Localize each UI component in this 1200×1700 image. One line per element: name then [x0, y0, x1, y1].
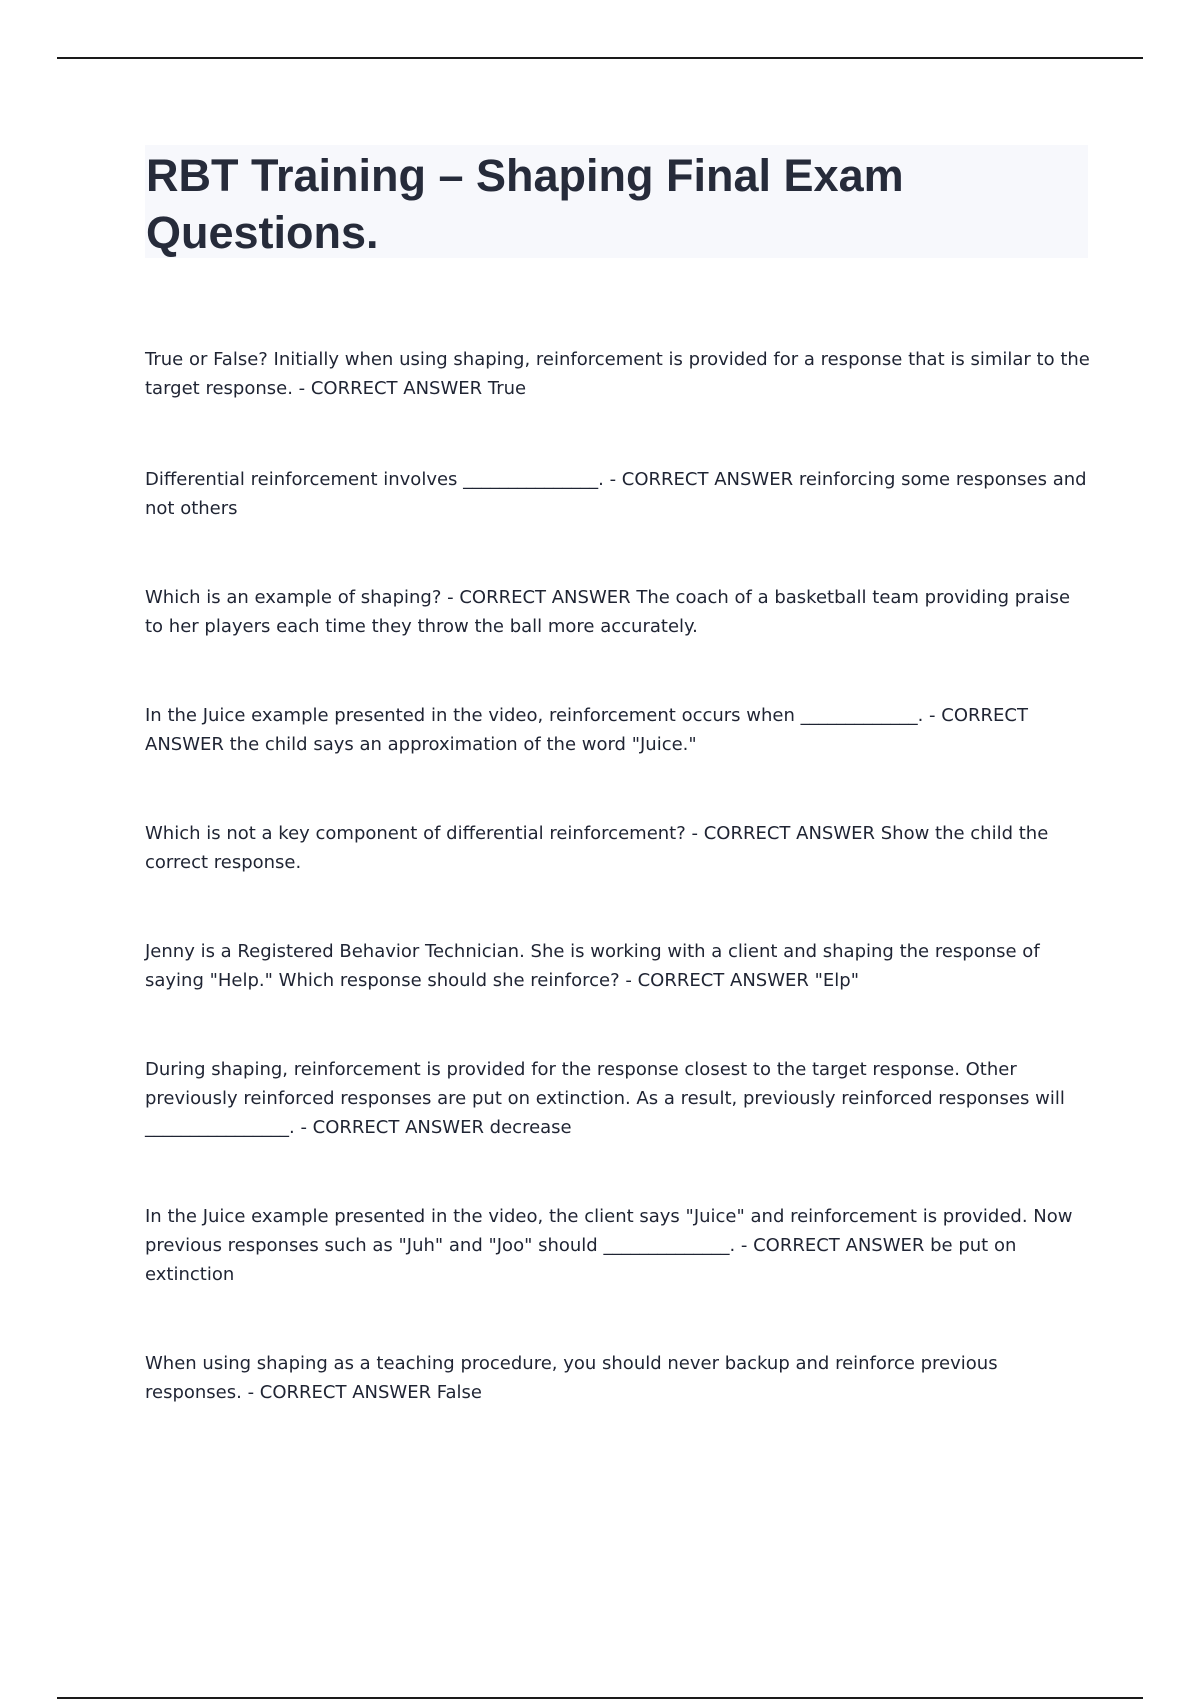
question-answer-4: In the Juice example presented in the video, reinforcement occurs when _____________. - CORRECT ANSWER the child says an approximation of the word "Juice." — [145, 705, 1028, 755]
question-answer-8: In the Juice example presented in the video, the client says "Juice" and reinforcement is provided. Now previous responses such as "Juh" and "Joo" should ______________. - CORRECT ANSWER be put on extinction — [145, 1206, 1073, 1285]
question-answer-2: Differential reinforcement involves _______________. - CORRECT ANSWER reinforcing some responses and not others — [145, 469, 1087, 519]
question-answer-9: When using shaping as a teaching procedure, you should never backup and reinforce previous responses. - CORRECT ANSWER False — [145, 1353, 998, 1403]
question-answer-1: True or False? Initially when using shaping, reinforcement is provided for a response that is similar to the target response. - CORRECT ANSWER True — [145, 349, 1090, 399]
question-list — [145, 345, 1090, 1467]
question-answer-3: Which is an example of shaping? - CORRECT ANSWER The coach of a basketball team providing praise to her players each time they throw the ball more accurately. — [145, 587, 1071, 637]
question-answer-7: During shaping, reinforcement is provided for the response closest to the target response. Other previously reinforced responses are put on extinction. As a result, previously reinforced responses will ________________. - CORRECT ANSWER decrease — [145, 1059, 1065, 1138]
question-answer-5: Which is not a key component of differential reinforcement? - CORRECT ANSWER Show the child the correct response. — [145, 823, 1049, 873]
title-block — [145, 145, 1088, 258]
question-answer-6: Jenny is a Registered Behavior Technician. She is working with a client and shaping the response of saying "Help." Which response should she reinforce? - CORRECT ANSWER "Elp" — [145, 941, 1040, 991]
top-rule — [57, 57, 1143, 59]
document-title: RBT Training – Shaping Final Exam Questions. — [146, 150, 904, 258]
bottom-rule — [57, 1697, 1143, 1699]
